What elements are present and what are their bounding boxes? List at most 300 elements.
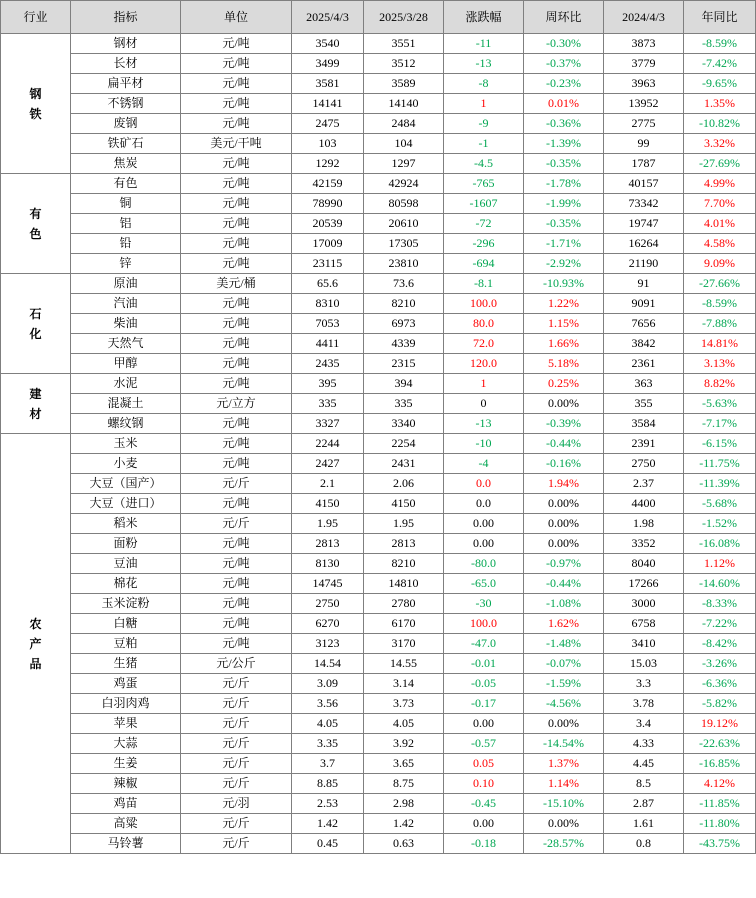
previous-value-cell: 17305 <box>364 234 444 254</box>
industry-label: 钢铁 <box>29 86 42 121</box>
unit-cell: 元/斤 <box>181 474 292 494</box>
year-over-year-cell: -5.82% <box>684 694 756 714</box>
industry-cell <box>1 274 71 374</box>
change-cell: -11 <box>444 34 524 54</box>
week-over-week-cell: -1.71% <box>524 234 604 254</box>
unit-cell: 元/吨 <box>181 214 292 234</box>
year-over-year-cell: -11.75% <box>684 454 756 474</box>
indicator-cell: 生姜 <box>71 754 181 774</box>
indicator-cell: 汽油 <box>71 294 181 314</box>
year-over-year-cell: -7.17% <box>684 414 756 434</box>
last-year-value-cell: 355 <box>604 394 684 414</box>
indicator-cell: 白羽肉鸡 <box>71 694 181 714</box>
current-value-cell: 2244 <box>292 434 364 454</box>
year-over-year-cell: 9.09% <box>684 254 756 274</box>
current-value-cell: 2750 <box>292 594 364 614</box>
year-over-year-cell: -27.69% <box>684 154 756 174</box>
current-value-cell: 2813 <box>292 534 364 554</box>
unit-cell: 元/吨 <box>181 174 292 194</box>
previous-value-cell: 3.73 <box>364 694 444 714</box>
table-row <box>1 614 756 634</box>
last-year-value-cell: 3873 <box>604 34 684 54</box>
current-value-cell: 23115 <box>292 254 364 274</box>
change-cell: 0.00 <box>444 714 524 734</box>
previous-value-cell: 3.65 <box>364 754 444 774</box>
change-cell: 0 <box>444 394 524 414</box>
year-over-year-cell: -16.08% <box>684 534 756 554</box>
current-value-cell: 14.54 <box>292 654 364 674</box>
change-cell: -0.05 <box>444 674 524 694</box>
year-over-year-cell: -5.63% <box>684 394 756 414</box>
table-row <box>1 734 756 754</box>
week-over-week-cell: -1.99% <box>524 194 604 214</box>
week-over-week-cell: -0.16% <box>524 454 604 474</box>
indicator-cell: 大蒜 <box>71 734 181 754</box>
indicator-cell: 辣椒 <box>71 774 181 794</box>
week-over-week-cell: 1.94% <box>524 474 604 494</box>
current-value-cell: 2.53 <box>292 794 364 814</box>
change-cell: -13 <box>444 54 524 74</box>
year-over-year-cell: -8.59% <box>684 294 756 314</box>
table-row <box>1 354 756 374</box>
year-over-year-cell: -14.60% <box>684 574 756 594</box>
previous-value-cell: 1.95 <box>364 514 444 534</box>
previous-value-cell: 3.14 <box>364 674 444 694</box>
week-over-week-cell: -0.44% <box>524 574 604 594</box>
current-value-cell: 2435 <box>292 354 364 374</box>
last-year-value-cell: 99 <box>604 134 684 154</box>
week-over-week-cell: -0.23% <box>524 74 604 94</box>
table-row <box>1 194 756 214</box>
previous-value-cell: 2431 <box>364 454 444 474</box>
unit-cell: 元/吨 <box>181 594 292 614</box>
indicator-cell: 水泥 <box>71 374 181 394</box>
change-cell: -8.1 <box>444 274 524 294</box>
table-row <box>1 414 756 434</box>
previous-value-cell: 42924 <box>364 174 444 194</box>
table-row <box>1 674 756 694</box>
last-year-value-cell: 7656 <box>604 314 684 334</box>
previous-value-cell: 4339 <box>364 334 444 354</box>
week-over-week-cell: 0.00% <box>524 494 604 514</box>
last-year-value-cell: 15.03 <box>604 654 684 674</box>
current-value-cell: 42159 <box>292 174 364 194</box>
previous-value-cell: 8210 <box>364 554 444 574</box>
unit-cell: 元/吨 <box>181 614 292 634</box>
table-row <box>1 434 756 454</box>
year-over-year-cell: 1.12% <box>684 554 756 574</box>
last-year-value-cell: 3842 <box>604 334 684 354</box>
week-over-week-cell: 1.15% <box>524 314 604 334</box>
week-over-week-cell: -0.37% <box>524 54 604 74</box>
change-cell: 72.0 <box>444 334 524 354</box>
table-row <box>1 314 756 334</box>
change-cell: -30 <box>444 594 524 614</box>
last-year-value-cell: 21190 <box>604 254 684 274</box>
table-row <box>1 254 756 274</box>
week-over-week-cell: -1.39% <box>524 134 604 154</box>
indicator-cell: 扁平材 <box>71 74 181 94</box>
last-year-value-cell: 6758 <box>604 614 684 634</box>
change-cell: -4 <box>444 454 524 474</box>
year-over-year-cell: -10.82% <box>684 114 756 134</box>
week-over-week-cell: -1.59% <box>524 674 604 694</box>
week-over-week-cell: -1.08% <box>524 594 604 614</box>
table-row <box>1 294 756 314</box>
current-value-cell: 7053 <box>292 314 364 334</box>
week-over-week-cell: -0.39% <box>524 414 604 434</box>
indicator-cell: 鸡苗 <box>71 794 181 814</box>
last-year-value-cell: 2.37 <box>604 474 684 494</box>
unit-cell: 元/吨 <box>181 314 292 334</box>
previous-value-cell: 2.98 <box>364 794 444 814</box>
previous-value-cell: 104 <box>364 134 444 154</box>
industry-cell <box>1 34 71 174</box>
year-over-year-cell: -16.85% <box>684 754 756 774</box>
unit-cell: 元/吨 <box>181 414 292 434</box>
previous-value-cell: 6973 <box>364 314 444 334</box>
unit-cell: 元/斤 <box>181 814 292 834</box>
week-over-week-cell: 1.14% <box>524 774 604 794</box>
indicator-cell: 马铃薯 <box>71 834 181 854</box>
header-indicator: 指标 <box>71 1 181 34</box>
year-over-year-cell: -11.39% <box>684 474 756 494</box>
previous-value-cell: 73.6 <box>364 274 444 294</box>
week-over-week-cell: 0.00% <box>524 714 604 734</box>
last-year-value-cell: 3779 <box>604 54 684 74</box>
table-row <box>1 274 756 294</box>
table-row <box>1 34 756 54</box>
current-value-cell: 3499 <box>292 54 364 74</box>
previous-value-cell: 335 <box>364 394 444 414</box>
current-value-cell: 103 <box>292 134 364 154</box>
current-value-cell: 65.6 <box>292 274 364 294</box>
year-over-year-cell: -1.52% <box>684 514 756 534</box>
indicator-cell: 豆粕 <box>71 634 181 654</box>
year-over-year-cell: 4.58% <box>684 234 756 254</box>
current-value-cell: 3.56 <box>292 694 364 714</box>
change-cell: -765 <box>444 174 524 194</box>
indicator-cell: 原油 <box>71 274 181 294</box>
current-value-cell: 2.1 <box>292 474 364 494</box>
indicator-cell: 铁矿石 <box>71 134 181 154</box>
unit-cell: 元/吨 <box>181 434 292 454</box>
change-cell: 0.05 <box>444 754 524 774</box>
unit-cell: 元/吨 <box>181 454 292 474</box>
change-cell: -0.17 <box>444 694 524 714</box>
indicator-cell: 稻米 <box>71 514 181 534</box>
previous-value-cell: 23810 <box>364 254 444 274</box>
change-cell: 80.0 <box>444 314 524 334</box>
last-year-value-cell: 3000 <box>604 594 684 614</box>
year-over-year-cell: -43.75% <box>684 834 756 854</box>
table-row <box>1 334 756 354</box>
previous-value-cell: 2484 <box>364 114 444 134</box>
unit-cell: 元/斤 <box>181 694 292 714</box>
indicator-cell: 铅 <box>71 234 181 254</box>
change-cell: -10 <box>444 434 524 454</box>
table-row <box>1 174 756 194</box>
change-cell: -0.18 <box>444 834 524 854</box>
change-cell: -694 <box>444 254 524 274</box>
change-cell: 1 <box>444 374 524 394</box>
last-year-value-cell: 1.61 <box>604 814 684 834</box>
change-cell: 120.0 <box>444 354 524 374</box>
week-over-week-cell: -15.10% <box>524 794 604 814</box>
last-year-value-cell: 91 <box>604 274 684 294</box>
week-over-week-cell: -2.92% <box>524 254 604 274</box>
unit-cell: 元/斤 <box>181 834 292 854</box>
change-cell: -0.57 <box>444 734 524 754</box>
change-cell: 0.00 <box>444 814 524 834</box>
table-row <box>1 814 756 834</box>
industry-cell <box>1 374 71 434</box>
unit-cell: 元/斤 <box>181 674 292 694</box>
last-year-value-cell: 9091 <box>604 294 684 314</box>
current-value-cell: 14141 <box>292 94 364 114</box>
indicator-cell: 棉花 <box>71 574 181 594</box>
indicator-cell: 钢材 <box>71 34 181 54</box>
previous-value-cell: 2.06 <box>364 474 444 494</box>
week-over-week-cell: -0.35% <box>524 154 604 174</box>
indicator-cell: 长材 <box>71 54 181 74</box>
last-year-value-cell: 3352 <box>604 534 684 554</box>
current-value-cell: 335 <box>292 394 364 414</box>
week-over-week-cell: -0.97% <box>524 554 604 574</box>
last-year-value-cell: 2775 <box>604 114 684 134</box>
unit-cell: 元/吨 <box>181 234 292 254</box>
year-over-year-cell: 4.01% <box>684 214 756 234</box>
table-row <box>1 594 756 614</box>
current-value-cell: 4.05 <box>292 714 364 734</box>
indicator-cell: 有色 <box>71 174 181 194</box>
last-year-value-cell: 1787 <box>604 154 684 174</box>
unit-cell: 元/吨 <box>181 634 292 654</box>
table-row <box>1 374 756 394</box>
unit-cell: 元/吨 <box>181 254 292 274</box>
table-row <box>1 154 756 174</box>
last-year-value-cell: 3.78 <box>604 694 684 714</box>
change-cell: -47.0 <box>444 634 524 654</box>
table-row <box>1 94 756 114</box>
current-value-cell: 6270 <box>292 614 364 634</box>
table-row <box>1 574 756 594</box>
last-year-value-cell: 2.87 <box>604 794 684 814</box>
table-row <box>1 834 756 854</box>
current-value-cell: 0.45 <box>292 834 364 854</box>
indicator-cell: 苹果 <box>71 714 181 734</box>
current-value-cell: 20539 <box>292 214 364 234</box>
unit-cell: 元/斤 <box>181 514 292 534</box>
last-year-value-cell: 3963 <box>604 74 684 94</box>
previous-value-cell: 1.42 <box>364 814 444 834</box>
previous-value-cell: 3.92 <box>364 734 444 754</box>
year-over-year-cell: -11.85% <box>684 794 756 814</box>
current-value-cell: 3540 <box>292 34 364 54</box>
year-over-year-cell: -27.66% <box>684 274 756 294</box>
year-over-year-cell: -8.42% <box>684 634 756 654</box>
week-over-week-cell: -1.78% <box>524 174 604 194</box>
year-over-year-cell: 1.35% <box>684 94 756 114</box>
header-unit: 单位 <box>181 1 292 34</box>
last-year-value-cell: 2750 <box>604 454 684 474</box>
unit-cell: 美元/干吨 <box>181 134 292 154</box>
week-over-week-cell: -28.57% <box>524 834 604 854</box>
last-year-value-cell: 19747 <box>604 214 684 234</box>
table-row <box>1 794 756 814</box>
unit-cell: 元/吨 <box>181 574 292 594</box>
week-over-week-cell: -0.07% <box>524 654 604 674</box>
unit-cell: 美元/桶 <box>181 274 292 294</box>
year-over-year-cell: -22.63% <box>684 734 756 754</box>
current-value-cell: 3.7 <box>292 754 364 774</box>
table-row <box>1 394 756 414</box>
industry-label: 建材 <box>29 386 42 421</box>
week-over-week-cell: -0.44% <box>524 434 604 454</box>
unit-cell: 元/羽 <box>181 794 292 814</box>
table-body <box>1 34 756 854</box>
table-row <box>1 654 756 674</box>
indicator-cell: 大豆（国产） <box>71 474 181 494</box>
week-over-week-cell: 1.62% <box>524 614 604 634</box>
previous-value-cell: 3512 <box>364 54 444 74</box>
week-over-week-cell: -14.54% <box>524 734 604 754</box>
table-row <box>1 74 756 94</box>
last-year-value-cell: 3584 <box>604 414 684 434</box>
unit-cell: 元/斤 <box>181 774 292 794</box>
indicator-cell: 废钢 <box>71 114 181 134</box>
previous-value-cell: 2780 <box>364 594 444 614</box>
year-over-year-cell: -9.65% <box>684 74 756 94</box>
current-value-cell: 78990 <box>292 194 364 214</box>
change-cell: -4.5 <box>444 154 524 174</box>
unit-cell: 元/吨 <box>181 554 292 574</box>
header-last-year-date: 2024/4/3 <box>604 1 684 34</box>
week-over-week-cell: 5.18% <box>524 354 604 374</box>
unit-cell: 元/吨 <box>181 74 292 94</box>
year-over-year-cell: 3.13% <box>684 354 756 374</box>
header-industry: 行业 <box>1 1 71 34</box>
indicator-cell: 鸡蛋 <box>71 674 181 694</box>
unit-cell: 元/斤 <box>181 734 292 754</box>
change-cell: -296 <box>444 234 524 254</box>
unit-cell: 元/吨 <box>181 494 292 514</box>
year-over-year-cell: 19.12% <box>684 714 756 734</box>
unit-cell: 元/吨 <box>181 534 292 554</box>
table-row <box>1 694 756 714</box>
unit-cell: 元/吨 <box>181 194 292 214</box>
unit-cell: 元/吨 <box>181 94 292 114</box>
last-year-value-cell: 4400 <box>604 494 684 514</box>
industry-cell <box>1 434 71 854</box>
last-year-value-cell: 8040 <box>604 554 684 574</box>
last-year-value-cell: 2391 <box>604 434 684 454</box>
week-over-week-cell: 0.01% <box>524 94 604 114</box>
last-year-value-cell: 4.33 <box>604 734 684 754</box>
year-over-year-cell: 4.99% <box>684 174 756 194</box>
last-year-value-cell: 13952 <box>604 94 684 114</box>
change-cell: -72 <box>444 214 524 234</box>
change-cell: 0.10 <box>444 774 524 794</box>
unit-cell: 元/吨 <box>181 354 292 374</box>
change-cell: 1 <box>444 94 524 114</box>
change-cell: -1 <box>444 134 524 154</box>
year-over-year-cell: -7.42% <box>684 54 756 74</box>
last-year-value-cell: 73342 <box>604 194 684 214</box>
week-over-week-cell: 0.00% <box>524 514 604 534</box>
previous-value-cell: 8.75 <box>364 774 444 794</box>
unit-cell: 元/吨 <box>181 114 292 134</box>
indicator-cell: 焦炭 <box>71 154 181 174</box>
week-over-week-cell: 1.37% <box>524 754 604 774</box>
year-over-year-cell: -6.15% <box>684 434 756 454</box>
change-cell: 100.0 <box>444 294 524 314</box>
change-cell: 0.0 <box>444 494 524 514</box>
header-row <box>1 1 756 34</box>
indicator-cell: 大豆（进口） <box>71 494 181 514</box>
unit-cell: 元/吨 <box>181 54 292 74</box>
year-over-year-cell: 3.32% <box>684 134 756 154</box>
previous-value-cell: 394 <box>364 374 444 394</box>
indicator-cell: 豆油 <box>71 554 181 574</box>
indicator-cell: 高粱 <box>71 814 181 834</box>
header-week-over-week: 周环比 <box>524 1 604 34</box>
change-cell: 100.0 <box>444 614 524 634</box>
table-row <box>1 534 756 554</box>
last-year-value-cell: 3410 <box>604 634 684 654</box>
last-year-value-cell: 40157 <box>604 174 684 194</box>
previous-value-cell: 2315 <box>364 354 444 374</box>
week-over-week-cell: 0.00% <box>524 534 604 554</box>
unit-cell: 元/公斤 <box>181 654 292 674</box>
table-row <box>1 214 756 234</box>
indicator-cell: 铜 <box>71 194 181 214</box>
week-over-week-cell: -0.30% <box>524 34 604 54</box>
table-row <box>1 774 756 794</box>
year-over-year-cell: -7.22% <box>684 614 756 634</box>
last-year-value-cell: 3.3 <box>604 674 684 694</box>
previous-value-cell: 8210 <box>364 294 444 314</box>
week-over-week-cell: -0.36% <box>524 114 604 134</box>
industry-cell <box>1 174 71 274</box>
year-over-year-cell: 7.70% <box>684 194 756 214</box>
change-cell: -13 <box>444 414 524 434</box>
indicator-cell: 柴油 <box>71 314 181 334</box>
table-row <box>1 634 756 654</box>
change-cell: 0.00 <box>444 534 524 554</box>
previous-value-cell: 2813 <box>364 534 444 554</box>
last-year-value-cell: 3.4 <box>604 714 684 734</box>
last-year-value-cell: 363 <box>604 374 684 394</box>
current-value-cell: 14745 <box>292 574 364 594</box>
table-row <box>1 714 756 734</box>
year-over-year-cell: -8.33% <box>684 594 756 614</box>
previous-value-cell: 1297 <box>364 154 444 174</box>
current-value-cell: 3581 <box>292 74 364 94</box>
week-over-week-cell: -0.35% <box>524 214 604 234</box>
current-value-cell: 8.85 <box>292 774 364 794</box>
indicator-cell: 白糖 <box>71 614 181 634</box>
previous-value-cell: 2254 <box>364 434 444 454</box>
indicator-cell: 生猪 <box>71 654 181 674</box>
current-value-cell: 3123 <box>292 634 364 654</box>
week-over-week-cell: -4.56% <box>524 694 604 714</box>
indicator-cell: 小麦 <box>71 454 181 474</box>
current-value-cell: 3327 <box>292 414 364 434</box>
week-over-week-cell: 1.66% <box>524 334 604 354</box>
year-over-year-cell: 8.82% <box>684 374 756 394</box>
current-value-cell: 2427 <box>292 454 364 474</box>
